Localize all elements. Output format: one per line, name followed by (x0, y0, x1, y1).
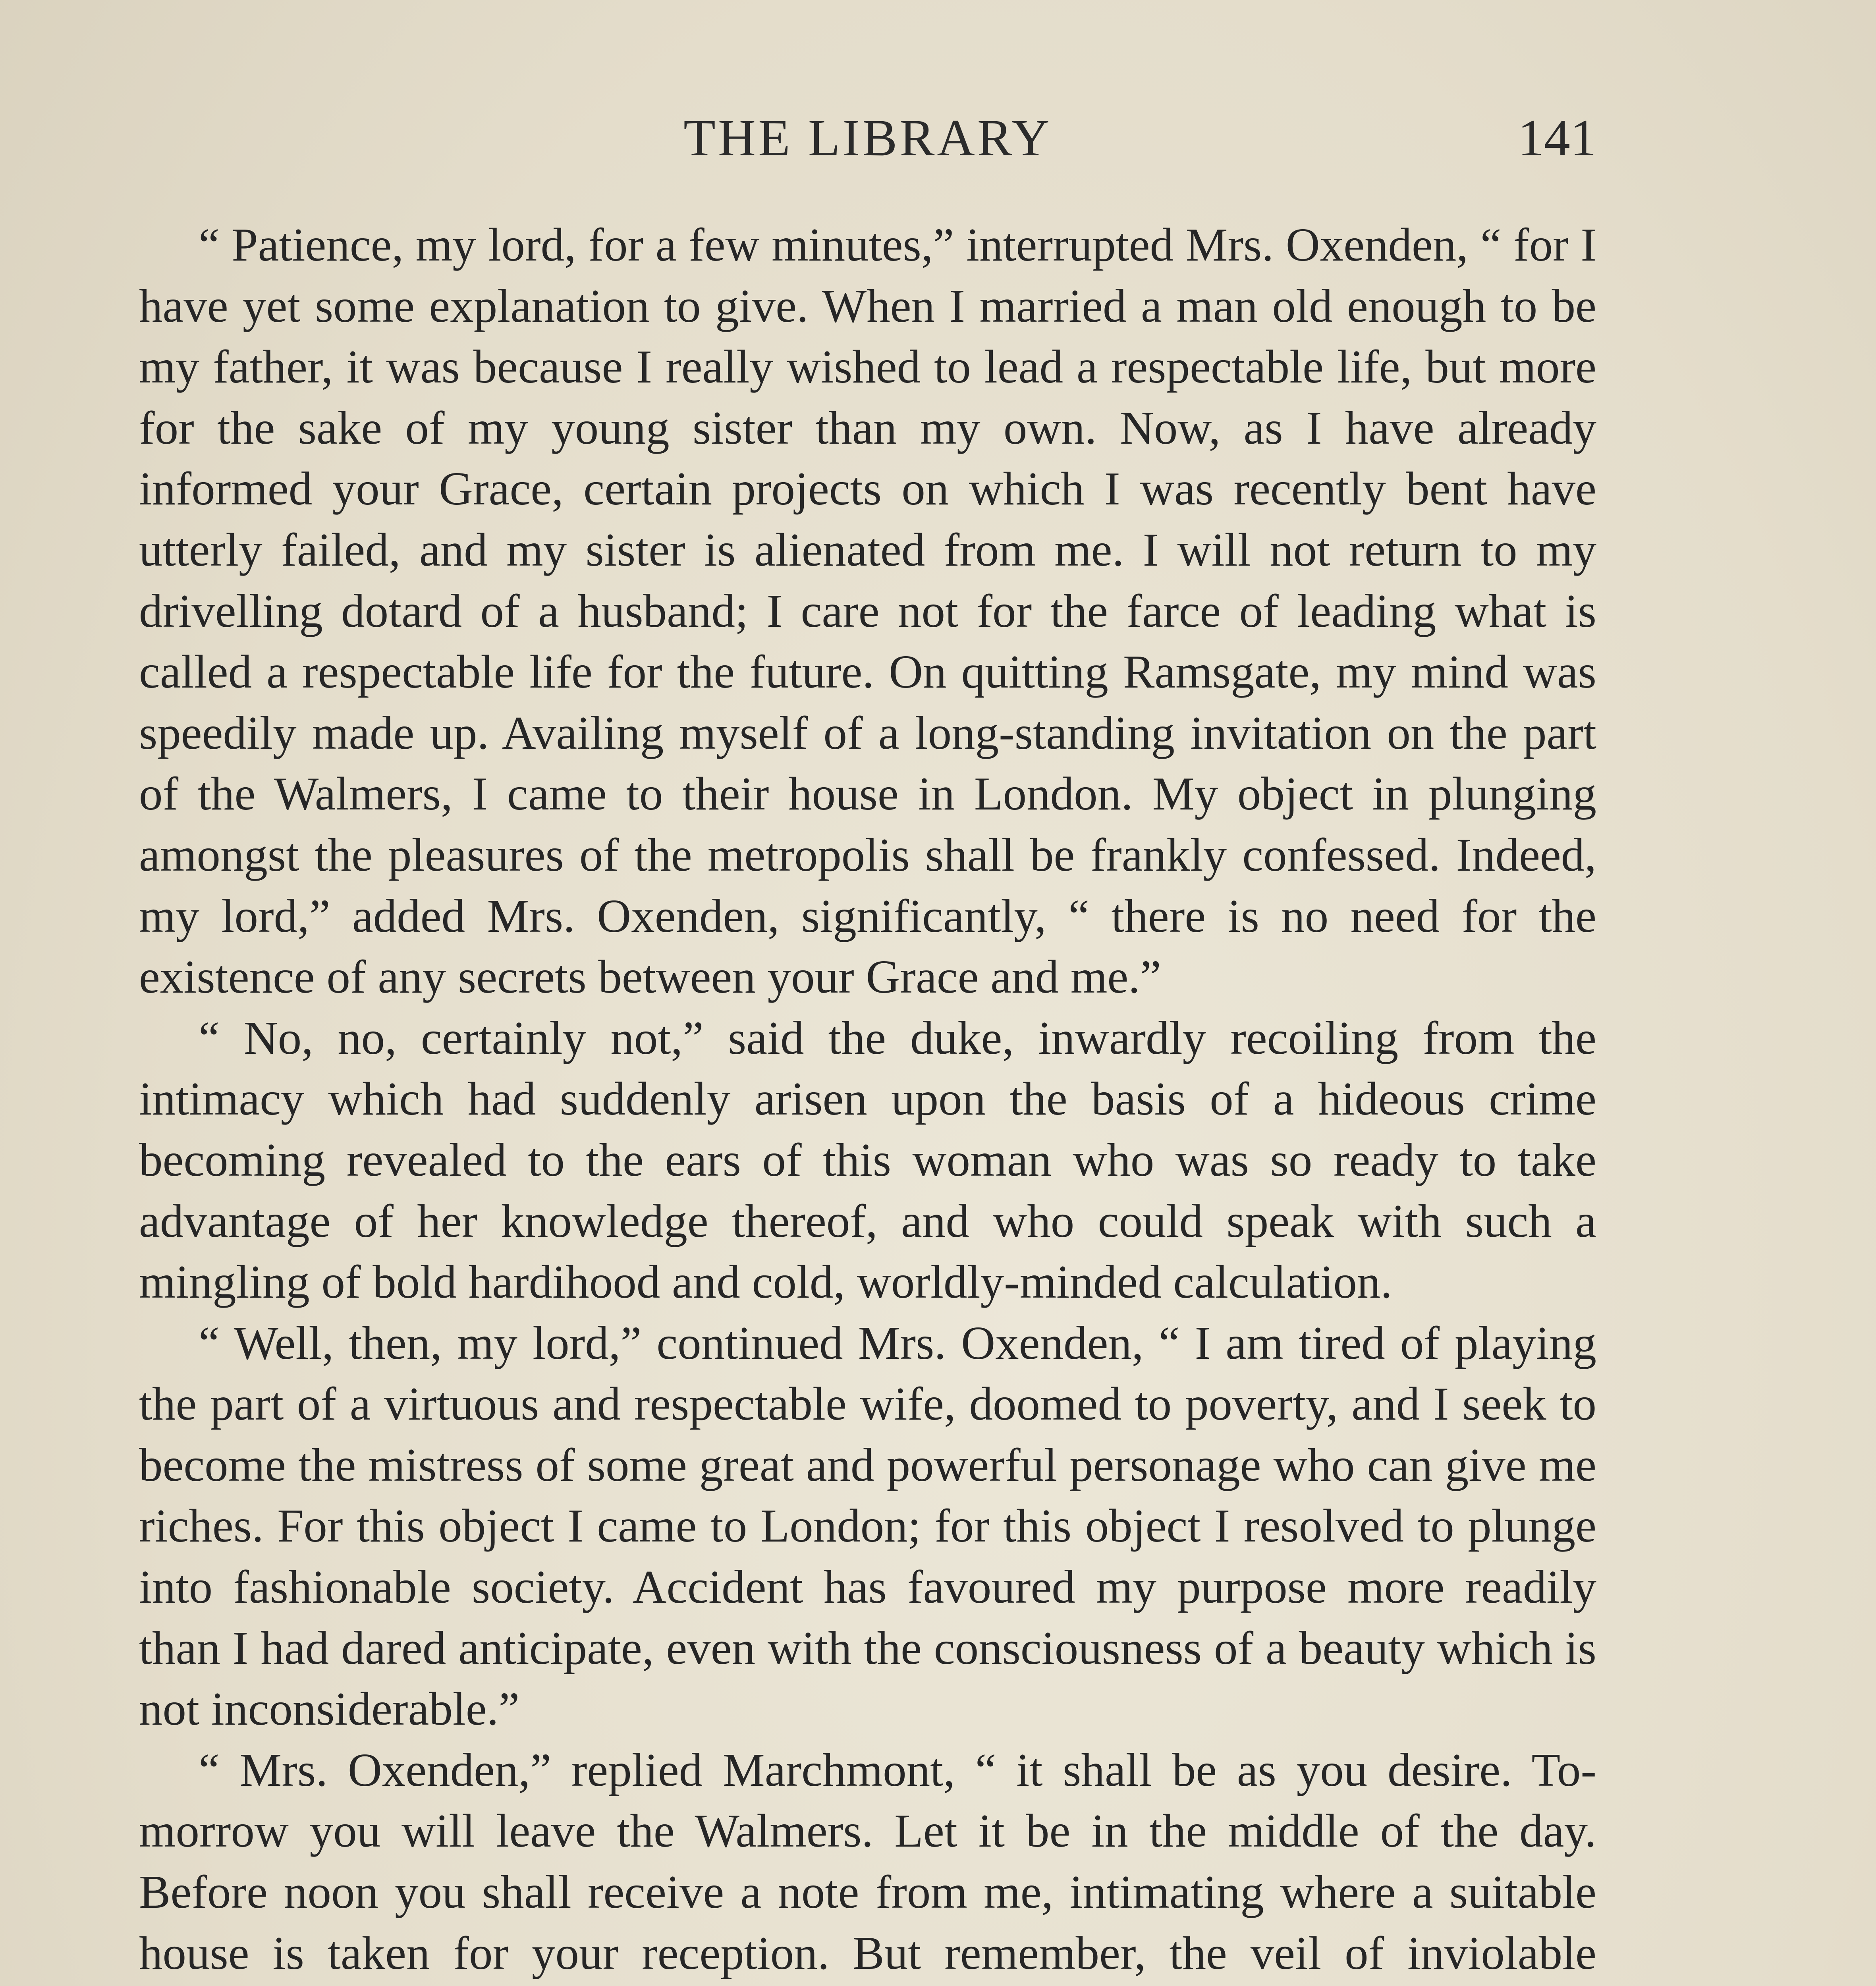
paragraph-2: “ No, no, certainly not,” said the duke, inwardly recoiling from the intimacy which had suddenly arisen upon the basis of a hideous crime becoming revealed to the ears of this woman who was so ready to take advantage of her knowledge thereof, and who could speak with such a mingling of bold hardihood and cold, worldly-minded calculation. (139, 1011, 1596, 1308)
page-header (139, 107, 1596, 175)
paragraph-1: “ Patience, my lord, for a few minutes,” interrupted Mrs. Oxenden, “ for I have yet some explanation to give. When I married a man old enough to be my father, it was because I really wished to lead a respectable life, but more for the sake of my young sister than my own. Now, as I have already informed your Grace, certain projects on which I was recently bent have utterly failed, and my sister is alienated from me. I will not return to my drivelling dotard of a husband; I care not for the farce of leading what is called a respectable life for the future. On quitting Ramsgate, my mind was speedily made up. Availing myself of a long-standing invitation on the part of the Walmers, I came to their house in London. My object in plunging amongst the pleasures of the metropolis shall be frankly confessed. Indeed, my lord,” added Mrs. Oxenden, significantly, “ there is no need for the existence of any secrets between your Grace and me.” (139, 218, 1596, 1003)
paragraph-3: “ Well, then, my lord,” continued Mrs. Oxenden, “ I am tired of playing the part of a virtuous and respectable wife, doomed to poverty, and I seek to become the mistress of some great and powerful personage who can give me riches. For this object I came to London; for this object I resolved to plunge into fashionable society. Accident has favoured my purpose more readily than I had dared anticipate, even with the consciousness of a beauty which is not inconsiderable.” (139, 1316, 1596, 1735)
running-title: THE LIBRARY (683, 108, 1052, 167)
paragraph-4: “ Mrs. Oxenden,” replied Marchmont, “ it shall be as you desire. To-morrow you will leave the Walmers. Let it be in the middle of the day. Before noon you shall receive a note from me, intimating where a suitable house is taken for your reception. But remember, the veil of inviolable (139, 1743, 1596, 1979)
body-text (139, 214, 1596, 1986)
page-number: 141 (1518, 108, 1596, 167)
